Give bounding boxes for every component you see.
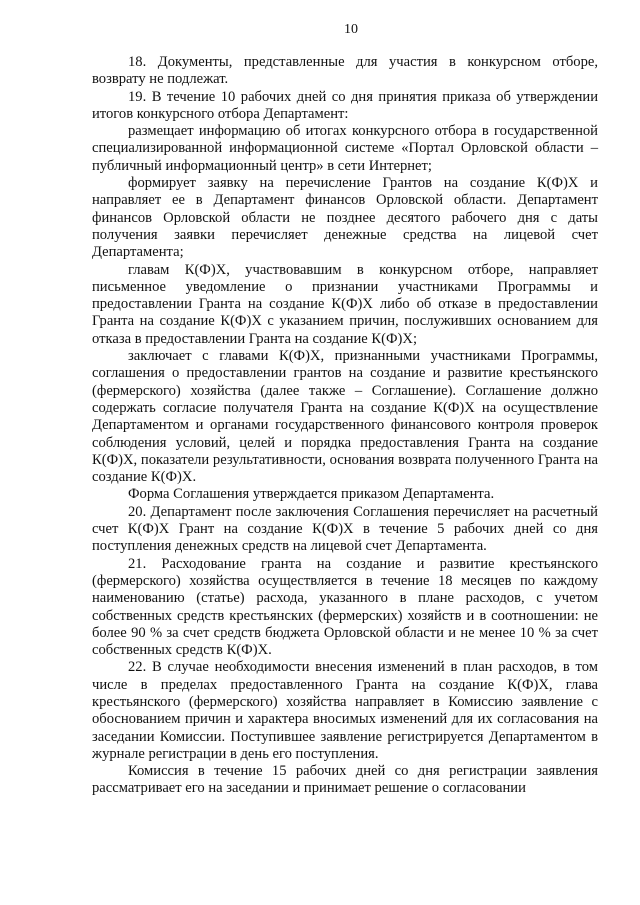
- paragraph-18: 18. Документы, представленные для участия в конкурсном отборе, возврату не подлежат.: [92, 54, 598, 88]
- page-number: 10: [344, 22, 358, 37]
- paragraph-19: 19. В течение 10 рабочих дней со дня принятия приказа об утверждении итогов конкурсного отбора Департамент:: [92, 88, 598, 122]
- paragraph-agreement-form: Форма Соглашения утверждается приказом Департамента.: [128, 486, 495, 503]
- paragraph-21: 21. Расходование гранта на создание и развитие крестьянского (фермерского) хозяйства осуществляется в течение 18 месяцев по каждому наименованию (статье) расхода, указанного в плане расходов, с учетом собственных средств крестьянских (фермерских) хозяйств и в соотношении: не более 90 % за счет средств бюджета Орловской области и не менее 10 % за счет собственных средств К(Ф)Х.: [92, 555, 598, 659]
- paragraph-22: 22. В случае необходимости внесения изменений в план расходов, в том числе в пределах предоставленного Гранта на создание К(Ф)Х, глава крестьянского (фермерского) хозяйства направляет в Комиссию заявление с обоснованием причин и характера вносимых изменений для их согласования на заседании Комиссии. Поступившее заявление регистрируется Департаментом в журнале регистрации в день его поступления.: [92, 659, 598, 762]
- paragraph-20: 20. Департамент после заключения Соглашения перечисляет на расчетный счет К(Ф)Х Грант на создание К(Ф)Х в течение 5 рабочих дней со дня поступления денежных средств на лицевой счет Департамента.: [92, 503, 598, 555]
- paragraph-19-publish: размещает информацию об итогах конкурсного отбора в государственной специализированной информационной системе «Портал Орловской области – публичный информационный центр» в сети Интернет;: [92, 123, 598, 174]
- paragraph-commission: Комиссия в течение 15 рабочих дней со дня регистрации заявления рассматривает его на заседании и принимает решение о согласовании: [92, 763, 598, 797]
- paragraph-19-notify: главам К(Ф)Х, участвовавшим в конкурсном отборе, направляет письменное уведомление о признании участниками Программы и предоставлении Гранта на создание К(Ф)Х либо об отказе в предоставлении Гранта на создание К(Ф)Х с указанием причин, послуживших основанием для отказа в предоставлении Гранта на создание К(Ф)Х;: [92, 261, 598, 347]
- paragraph-19-agreement: заключает с главами К(Ф)Х, признанными участниками Программы, соглашения о предоставлении грантов на создание и развитие крестьянского (фермерского) хозяйства (далее также – Соглашение). Соглашение должно содержать согласие получателя Гранта на создание К(Ф)Х на осуществление Департаментом и органами государственного финансового контроля проверок соблюдения условий, целей и порядка предоставления Гранта на создание К(Ф)Х, показатели результативности, основания возврата полученного Гранта на создание К(Ф)Х.: [92, 348, 598, 486]
- paragraph-19-request: формирует заявку на перечисление Грантов на создание К(Ф)Х и направляет ее в Департамент финансов Орловской области. Департамент финансов Орловской области не позднее десятого рабочего дня с даты получения заявки перечисляет денежные средства на лицевой счет Департамента;: [92, 175, 598, 261]
